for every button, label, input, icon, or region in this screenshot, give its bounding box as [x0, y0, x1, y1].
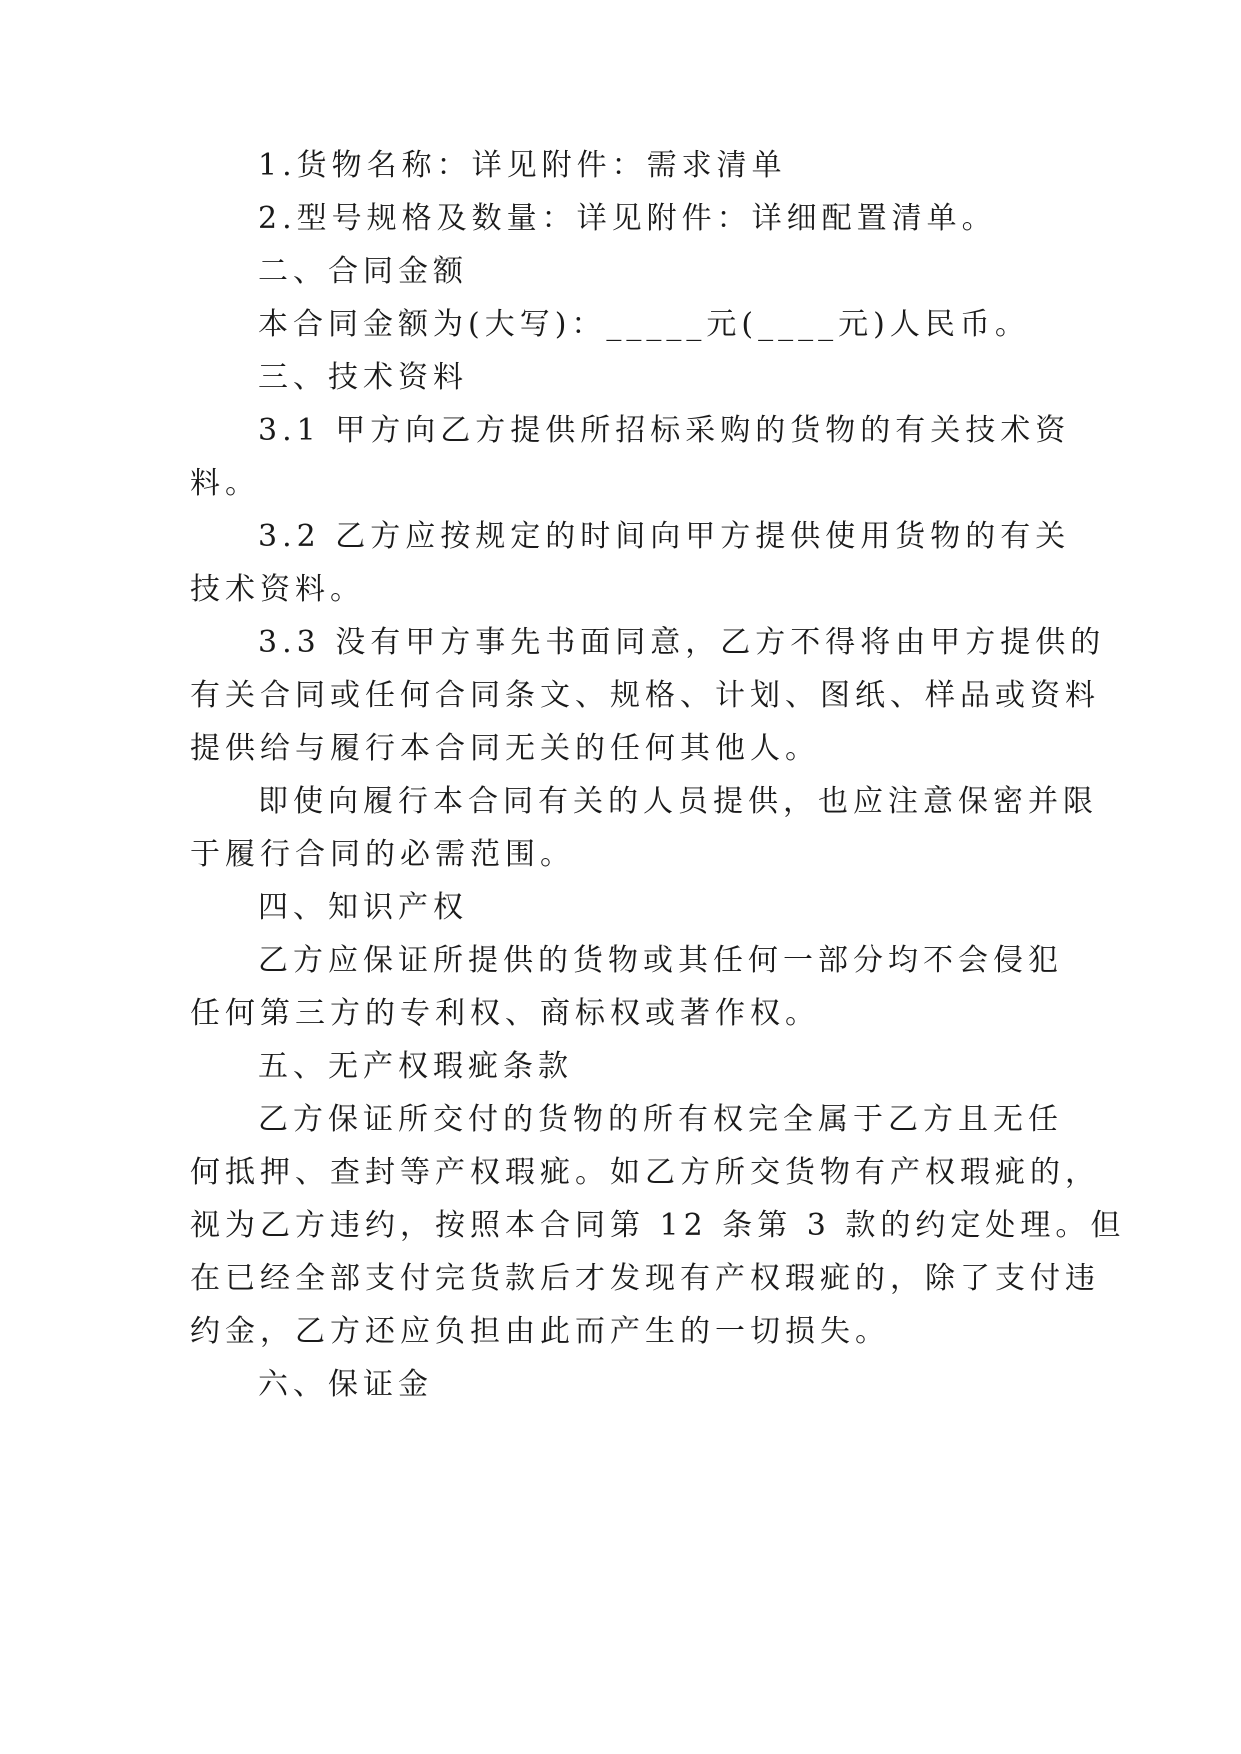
- clause-3-1-line-1: 3.1 甲方向乙方提供所招标采购的货物的有关技术资: [258, 413, 1071, 448]
- heading-technical-data: 三、技术资料: [258, 360, 468, 395]
- heading-no-title-defect: 五、无产权瑕疵条款: [258, 1049, 573, 1084]
- title-defect-line-2: 何抵押、查封等产权瑕疵。如乙方所交货物有产权瑕疵的，: [190, 1155, 1100, 1190]
- item-model-spec: 2.型号规格及数量：详见附件：详细配置清单。: [258, 201, 997, 236]
- ip-clause-line-2: 任何第三方的专利权、商标权或著作权。: [190, 996, 820, 1031]
- confidentiality-line-2: 于履行合同的必需范围。: [190, 837, 575, 872]
- heading-intellectual-property: 四、知识产权: [258, 890, 468, 925]
- clause-3-2-line-1: 3.2 乙方应按规定的时间向甲方提供使用货物的有关: [258, 519, 1071, 554]
- heading-deposit: 六、保证金: [258, 1367, 433, 1402]
- clause-3-3-line-2: 有关合同或任何合同条文、规格、计划、图纸、样品或资料: [190, 678, 1100, 713]
- confidentiality-line-1: 即使向履行本合同有关的人员提供，也应注意保密并限: [258, 784, 1098, 819]
- contract-amount-text: 本合同金额为(大写)：_____元(____元)人民币。: [258, 307, 1030, 342]
- title-defect-line-3: 视为乙方违约，按照本合同第 12 条第 3 款的约定处理。但: [190, 1208, 1126, 1243]
- clause-3-1-line-2: 料。: [190, 466, 260, 501]
- clause-3-3-line-1: 3.3 没有甲方事先书面同意，乙方不得将由甲方提供的: [258, 625, 1106, 660]
- title-defect-line-5: 约金，乙方还应负担由此而产生的一切损失。: [190, 1314, 890, 1349]
- heading-contract-amount: 二、合同金额: [258, 254, 468, 289]
- title-defect-line-1: 乙方保证所交付的货物的所有权完全属于乙方且无任: [258, 1102, 1063, 1137]
- clause-3-3-line-3: 提供给与履行本合同无关的任何其他人。: [190, 731, 820, 766]
- ip-clause-line-1: 乙方应保证所提供的货物或其任何一部分均不会侵犯: [258, 943, 1063, 978]
- title-defect-line-4: 在已经全部支付完货款后才发现有产权瑕疵的，除了支付违: [190, 1261, 1100, 1296]
- item-goods-name: 1.货物名称：详见附件：需求清单: [258, 148, 787, 183]
- clause-3-2-line-2: 技术资料。: [190, 572, 365, 607]
